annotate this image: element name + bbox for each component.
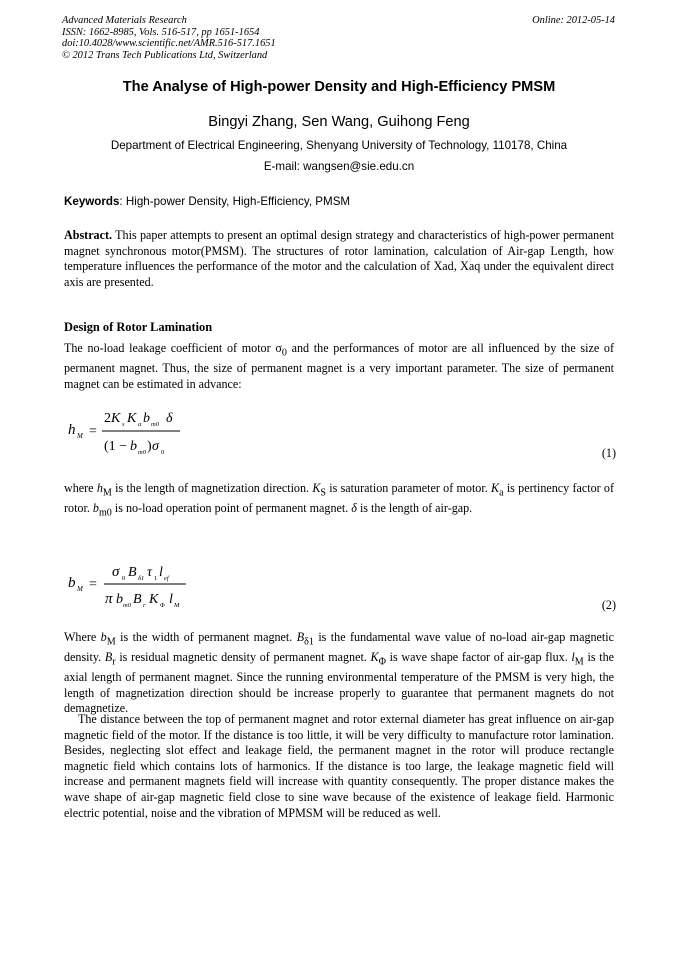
eq1-den-sigma-sub: 0 (161, 449, 165, 456)
eq1-den-b-sub: m0 (138, 449, 146, 456)
equation-2-formula (64, 556, 284, 618)
eq2-lhs: b (68, 575, 76, 591)
subscript: Φ (378, 656, 386, 668)
eq2-num-sigma: σ (112, 564, 120, 580)
subscript: M (102, 487, 112, 499)
eq1-num-b: b (143, 411, 150, 426)
eq1-den-sigma: σ (152, 439, 159, 454)
eq2-den-b-sub: m0 (123, 602, 131, 609)
var-b: b (100, 630, 107, 644)
author-list: Bingyi Zhang, Sen Wang, Guihong Feng (208, 114, 470, 130)
equation-1 (64, 402, 616, 466)
keywords (64, 195, 614, 208)
eq1-lhs-sub: M (77, 432, 83, 440)
text-run: is the width of permanent magnet. (115, 630, 297, 644)
eq1-equals: = (89, 424, 97, 439)
subscript: m0 (98, 507, 112, 519)
journal-header (62, 15, 615, 61)
subscript: δ1 (304, 636, 314, 648)
text-run: is no-load operation point of permanent magnet. (111, 501, 352, 515)
text-run: is wave shape factor of air-gap flux. (385, 650, 572, 664)
subscript: 0 (281, 347, 287, 359)
eq1-den-open: (1 − (104, 439, 128, 454)
eq1-den-close: ) (147, 439, 152, 454)
eq2-den-B-sub: r (143, 602, 146, 609)
text-run: and the performances of motor are all influenced by the size of permanent magnet. Thus, the size of permanent magnet is a very important parameter. The size of permanent magnet can be estimated in advance: (64, 341, 614, 391)
keywords-text: : High-power Density, High-Efficiency, PMSM (119, 195, 351, 208)
eq2-num-sigma-sub: 0 (122, 575, 126, 582)
eq2-den-B: B (133, 592, 142, 607)
eq2-den-K-sub: Φ (160, 602, 165, 609)
eq2-num-B-sub: δ1 (138, 575, 145, 582)
doi-line: doi:10.4028/www.scientific.net/AMR.516-517.1651 (62, 38, 276, 50)
eq2-den-K: K (149, 592, 159, 607)
affiliation: Department of Electrical Engineering, Shenyang University of Technology, 110178, China (110, 139, 568, 152)
var-K: K (491, 481, 500, 495)
eq2-den-l: l (169, 592, 173, 607)
contact-email: E-mail: wangsen@sie.edu.cn (263, 160, 415, 173)
abstract-text: This paper attempts to present an optimal design strategy and characteristics of high-power permanent magnet synchronous motor(PMSM). The structures of rotor lamination, calculation of Air-gap Length, how temperature influences the performance of the motor and the calculation of Xad, Xaq under the equivalent direct axis are presented. (64, 228, 614, 289)
issn-line: ISSN: 1662-8985, Vols. 516-517, pp 1651-1654 (62, 26, 260, 38)
paper-title: The Analyse of High-power Density and High-Efficiency PMSM (122, 79, 556, 95)
eq2-num-B: B (128, 565, 137, 580)
var-delta: δ (351, 501, 357, 515)
equation-1-formula (64, 402, 264, 466)
paragraph-distance: The distance between the top of permanent magnet and rotor external diameter has great influence on air-gap magnetic field of the motor. If the distance is too little, it will be very difficulty to manufacture rotor lamination. Besides, neglecting slot effect and leakage field, the permanent magnet in the rotor will produce rectangle magnetic field which contains lots of harmonics. If the distance is too large, the leakage magnetic field will increase and permanent magnets field will increase with quantity consequently. The proper distance makes the wave shape of air-gap magnetic field close to sine wave because of the existence of leakage field. Harmonic electric potential, noise and the vibration of MPMSM will be reduced as well. (64, 712, 614, 820)
paragraph-eq2-definitions (64, 630, 614, 717)
sigma-symbol: σ (275, 341, 282, 355)
var-b: b (92, 501, 99, 515)
var-h: h (96, 481, 103, 495)
eq2-num-l-sub: ef (164, 575, 169, 582)
text-run: is saturation parameter of motor. (326, 481, 491, 495)
eq1-num-K2: K (127, 411, 137, 426)
text-run: is the axial length of permanent magnet. Since the running environmental temperature of the PMSM is very high, the length of magnetization direction should be increase properly to guarantee that permanent magnets do not demagnetize. (64, 650, 614, 716)
eq2-num-tau-sub: 1 (154, 575, 158, 582)
eq1-lhs: h (68, 422, 76, 438)
online-date: Online: 2012-05-14 (532, 15, 615, 26)
var-K: K (312, 481, 321, 495)
subscript: M (574, 656, 584, 668)
eq2-den-l-sub: M (174, 602, 180, 609)
subscript: a (499, 487, 504, 499)
eq2-lhs-sub: M (77, 585, 83, 593)
paragraph-eq1-definitions (64, 481, 614, 521)
eq1-num-b-sub: m0 (151, 421, 159, 428)
section-heading: Design of Rotor Lamination (64, 320, 213, 334)
keywords-label: Keywords (64, 195, 120, 208)
paragraph-intro (64, 341, 614, 392)
eq2-den-b: b (116, 592, 123, 607)
eq1-den-b: b (130, 439, 137, 454)
journal-name: Advanced Materials Research (62, 15, 187, 26)
eq1-num-K-sub: s (122, 421, 125, 428)
eq2-equals: = (89, 577, 97, 592)
text-run: Where (64, 630, 101, 644)
text-run: is residual magnetic density of permanent magnet. (115, 650, 371, 664)
text-run: is the length of air-gap. (356, 501, 473, 515)
eq1-num-K: K (111, 411, 121, 426)
text-run: where (64, 481, 97, 495)
eq1-num-K2-sub: a (138, 421, 142, 428)
subscript: r (112, 656, 116, 668)
eq2-num-tau: τ (147, 565, 153, 580)
text-run: is the length of magnetization direction. (111, 481, 313, 495)
copyright-line: © 2012 Trans Tech Publications Ltd, Switzerland (62, 49, 268, 61)
var-l: l (571, 650, 575, 664)
text-run: is the fundamental wave value of no-load air-gap magnetic density. (64, 630, 615, 664)
var-K: K (370, 650, 379, 664)
equation-2 (64, 556, 616, 618)
eq1-num-2: 2 (104, 411, 111, 426)
eq1-num-delta: δ (166, 411, 173, 426)
equation-2-number: (2) (601, 598, 616, 612)
text-run: The no-load leakage coefficient of motor (64, 341, 276, 355)
var-B: B (296, 630, 305, 644)
equation-1-number: (1) (601, 446, 616, 460)
text-run: is pertinency factor of rotor. (64, 481, 614, 515)
subscript: M (106, 636, 116, 648)
eq2-num-l: l (159, 565, 163, 580)
eq2-den-pi: π (105, 591, 113, 607)
abstract-label: Abstract. (64, 228, 113, 242)
var-B: B (104, 650, 113, 664)
abstract (64, 228, 614, 290)
subscript: S (320, 487, 327, 499)
